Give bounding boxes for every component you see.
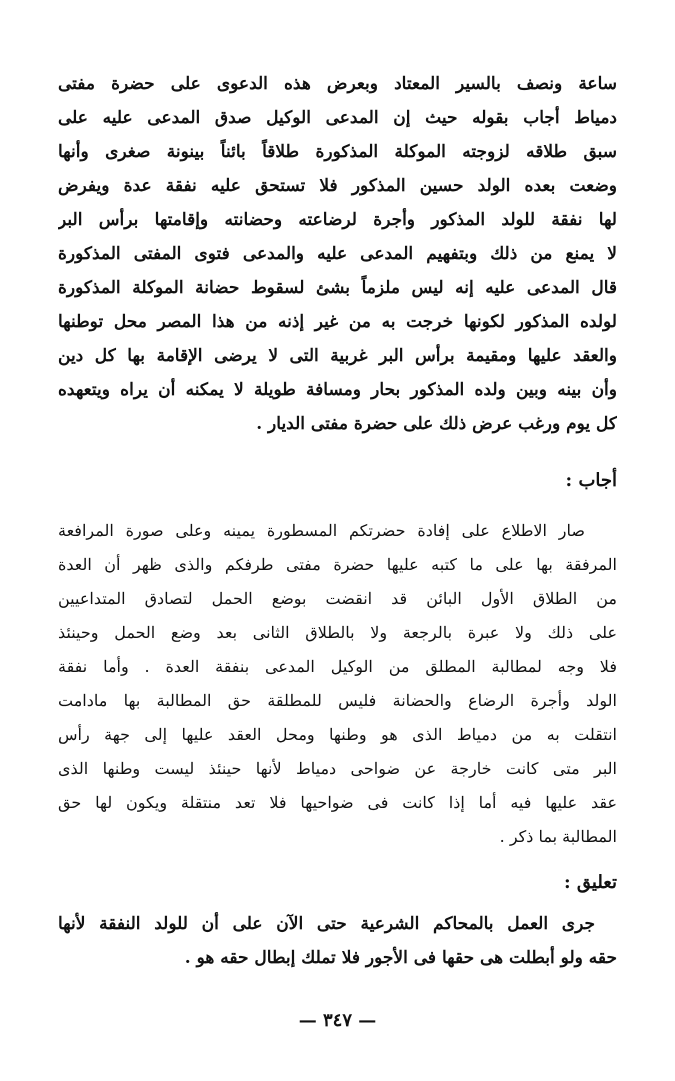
text-line: وأن بينه وبين ولده المذكور بحار ومسافة طويلة لا يمكنه أن يراه ويتعهده — [58, 380, 617, 400]
text-line: لها نفقة للولد المذكور وأجرة لرضاعته وحضانته وإقامتها برأس البر — [58, 210, 617, 230]
commentary-heading: تعليق : — [563, 872, 617, 893]
text-line: حقه ولو أبطلت هى حقها فى الأجور فلا تملك إبطال حقه هو . — [184, 948, 617, 968]
text-line: انتقلت به من دمياط الذى هو وطنها ومحل العقد عليها إلى جهة رأس — [58, 725, 617, 744]
text-line: عقد عليها فيه أما إذا كانت فى ضواحيها فلا تعد منتقلة ويكون لها حق — [58, 793, 617, 812]
text-line: ساعة ونصف بالسير المعتاد وبعرض هذه الدعوى على حضرة مفتى — [58, 74, 617, 94]
text-line: من الطلاق الأول البائن قد انقضت بوضع الحمل لتصادق المتداعيين — [58, 589, 617, 608]
text-line: وضعت بعده الولد حسين المذكور فلا تستحق عليه نفقة عدة ويفرض — [58, 176, 617, 196]
text-line: على ذلك ولا عبرة بالرجعة ولا بالطلاق الثانى بعد وضع الحمل وحينئذ — [58, 623, 617, 642]
answer-heading: أجاب : — [565, 470, 617, 491]
text-line: المطالبة بما ذكر . — [499, 827, 617, 846]
text-line: دمياط أجاب بقوله حيث إن المدعى الوكيل صدق المدعى عليه على — [58, 108, 617, 128]
text-line: صار الاطلاع على إفادة حضرتكم المسطورة يمينه وعلى صورة المرافعة — [58, 521, 585, 540]
text-line: المرفقة بها على ما كتبه عليها حضرة مفتى طرفكم والذى ظهر أن العدة — [58, 555, 617, 574]
text-line: لا يمنع من ذلك وبتفهيم المدعى عليه والمدعى فتوى المفتى المذكورة — [58, 244, 617, 264]
text-line: والعقد عليها ومقيمة برأس البر غربية التى لا يرضى الإقامة بها كل دين — [58, 346, 617, 366]
text-line: البر متى كانت خارجة عن ضواحى دمياط لأنها حينئذ ليست وطنها الذى — [58, 759, 617, 778]
text-line: لولده المذكور لكونها خرجت به من غير إذنه من هذا المصر محل توطنها — [58, 312, 617, 332]
text-line: قال المدعى عليه إنه ليس ملزماً بشئ لسقوط حضانة الموكلة المذكورة — [58, 278, 617, 298]
text-line: كل يوم ورغب عرض ذلك على حضرة مفتى الديار . — [256, 414, 617, 434]
page-number: — ٣٤٧ — — [298, 1010, 377, 1031]
text-line: جرى العمل بالمحاكم الشرعية حتى الآن على أن للولد النفقة لأنها — [58, 914, 595, 934]
text-line: سبق طلاقه لزوجته الموكلة المذكورة طلاقاً بائناً بينونة صغرى وأنها — [58, 142, 617, 162]
text-line: الولد وأجرة الرضاع والحضانة فليس للمطلقة حق المطالبة بها مادامت — [58, 691, 617, 710]
text-line: فلا وجه لمطالبة المطلق من الوكيل المدعى بنفقة العدة . وأما نفقة — [58, 657, 617, 676]
